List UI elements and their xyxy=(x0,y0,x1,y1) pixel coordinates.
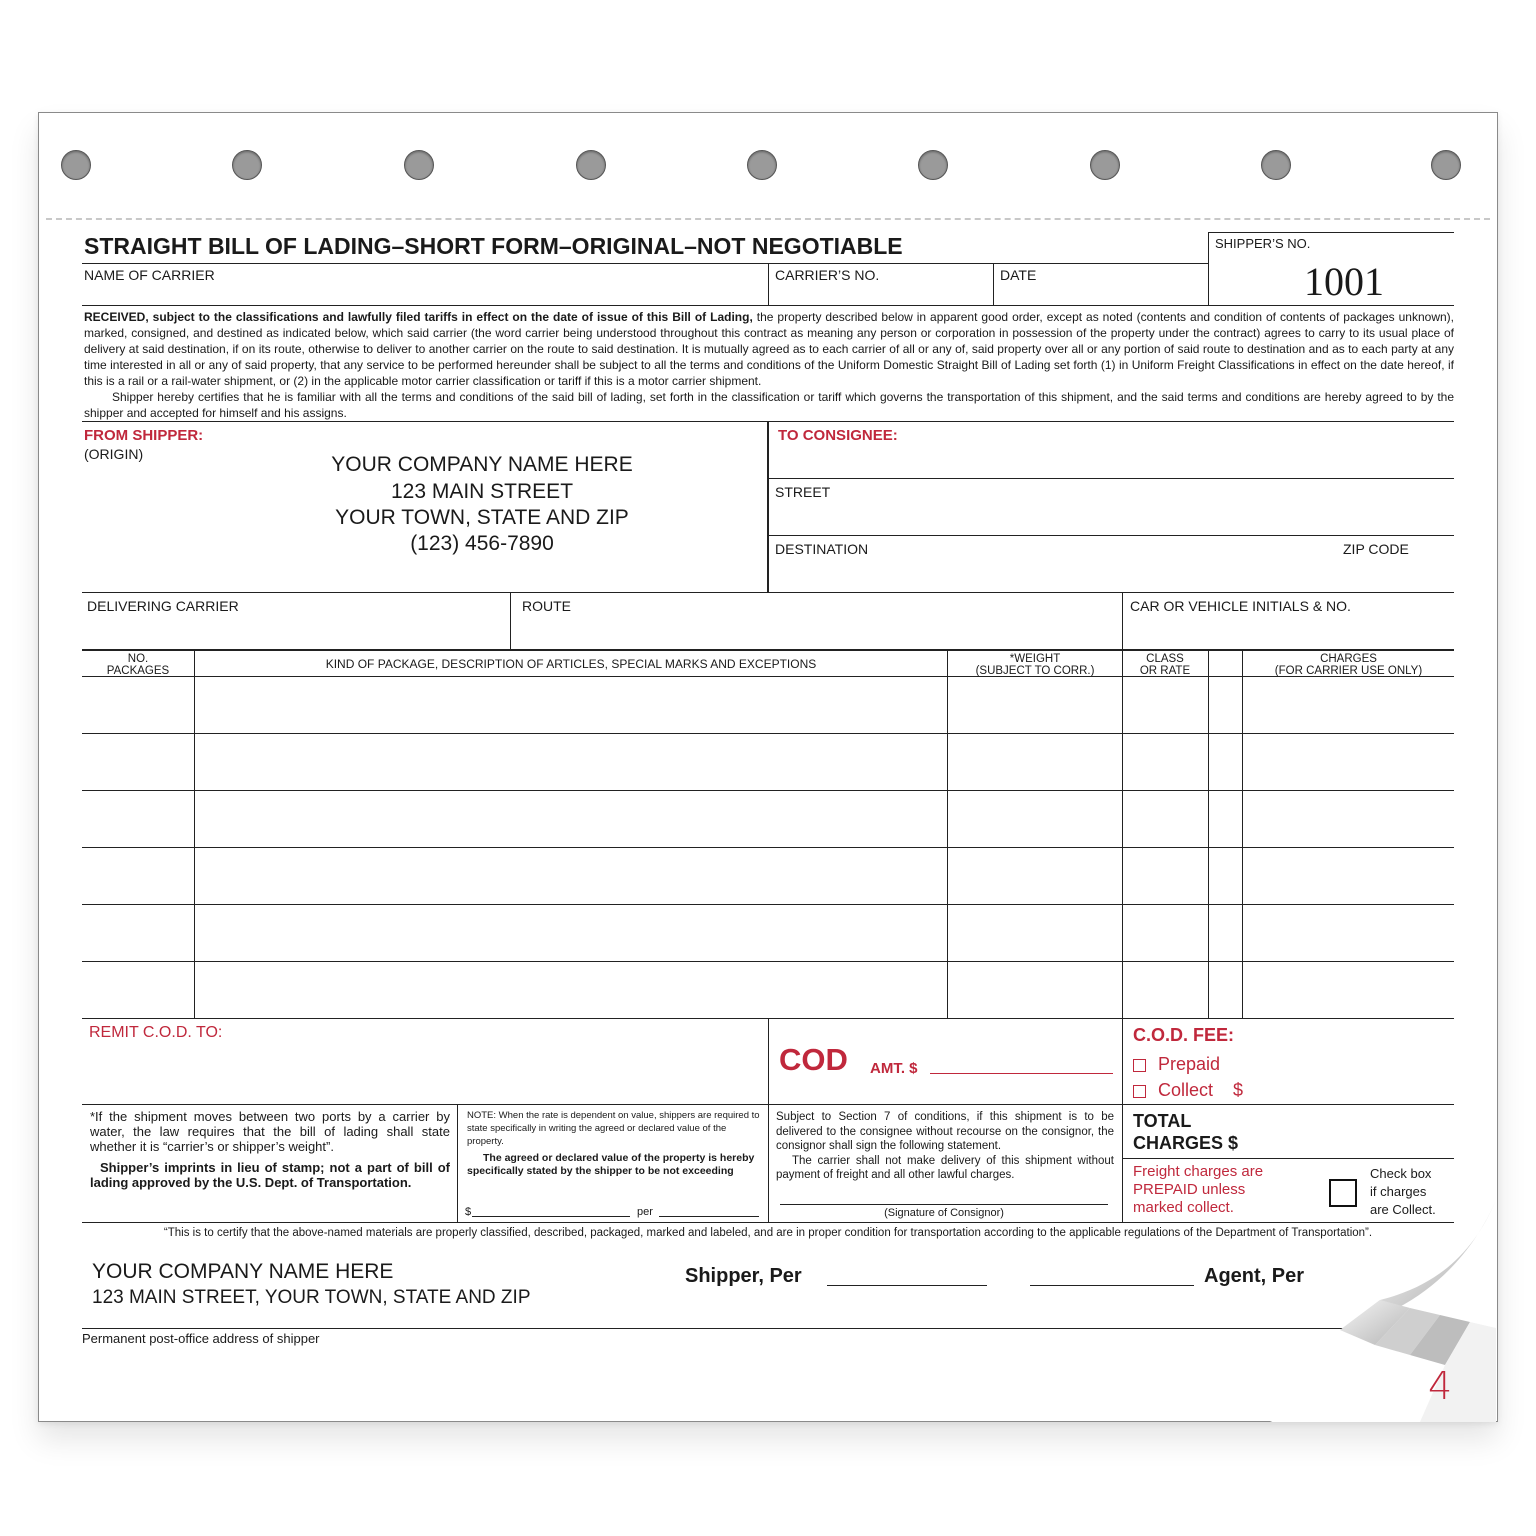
delivering-carrier-label[interactable]: DELIVERING CARRIER xyxy=(87,598,239,614)
origin-label: (ORIGIN) xyxy=(84,446,144,462)
total-charges-label-1: TOTAL xyxy=(1133,1111,1192,1131)
date-label: DATE xyxy=(1000,267,1037,283)
cod-fee-label: C.O.D. FEE: xyxy=(1133,1025,1235,1045)
total-charges-label-2: CHARGES $ xyxy=(1133,1133,1239,1153)
col-description-header: KIND OF PACKAGE, DESCRIPTION OF ARTICLES, SPECIAL MARKS AND EXCEPTIONS xyxy=(325,657,817,671)
from-shipper-label: FROM SHIPPER: xyxy=(84,427,204,444)
to-consignee-label[interactable]: TO CONSIGNEE: xyxy=(778,427,898,444)
terms-paragraph xyxy=(84,309,1454,421)
shippers-no-value[interactable]: 1001 xyxy=(1304,259,1384,304)
value-dollar-label: $ xyxy=(465,1206,472,1218)
cod-label: COD xyxy=(779,1042,848,1077)
table-row[interactable] xyxy=(82,961,1454,962)
shipper-street: 123 MAIN STREET xyxy=(390,480,574,503)
punch-hole xyxy=(404,150,434,180)
destination-label[interactable]: DESTINATION xyxy=(775,541,869,557)
imprint-note: Shipper’s imprints in lieu of stamp; not a part of bill of lading approved by the U.S. Dept. of Transportation. xyxy=(90,1160,450,1190)
freight-note: Freight charges are PREPAID unless marked collect. xyxy=(1133,1163,1264,1216)
shipper-company: YOUR COMPANY NAME HERE xyxy=(331,453,633,476)
received-text: the property described below in apparent good order, except as noted (contents and condition of contents of packages unknown), marked, consigned, and destined as indicated below, which said carrier (the word carrier being understood throughout this contract as meaning any person or corporation in possession of the property under the contract) agrees to carry to its usual place of delivery at said destination, if on its route, otherwise to deliver to another carrier on the route to said destination. It is mutually agreed as to each carrier of all or any of, said property over all or any portion of said route to destination and as to each party at any time interested in all or any of said property, that any service to be performed hereunder shall be subject to all the terms and conditions of the Uniform Domestic Straight Bill of Lading set forth (1) in Uniform Freight Classifications in effect on the date hereof, if this is a rail or a rail-water shipment, or (2) in the applicable motor carrier classification or tariff if this is a motor carrier shipment. xyxy=(84,310,1455,388)
form-title: STRAIGHT BILL OF LADING–SHORT FORM–ORIGINAL–NOT NEGOTIABLE xyxy=(84,233,903,259)
value-note: NOTE: When the rate is dependent on value, shippers are required to state specifically in writing the agreed or declared value of the property. The agreed or declared value of the property is hereby specifically stated by the shipper to be not exceeding xyxy=(467,1109,763,1178)
carrier-shall-note: The carrier shall not make delivery of this shipment without payment of freight and all other lawful charges. xyxy=(776,1154,1114,1181)
value-amount-line[interactable] xyxy=(472,1216,630,1217)
col-charges-header: CHARGES (FOR CARRIER USE ONLY) xyxy=(1274,653,1423,677)
value-per-line[interactable] xyxy=(659,1216,759,1217)
shipper-signature-line[interactable] xyxy=(827,1285,987,1286)
section7-note: Subject to Section 7 of conditions, if this shipment is to be delivered to the consignee without recourse on the consignor, the consignor shall sign the following statement. The carrier shall not make delivery of this shipment without payment of freight and all other lawful charges. xyxy=(776,1111,1114,1181)
collect-label: Collect xyxy=(1158,1080,1214,1100)
punch-hole xyxy=(918,150,948,180)
collect-dollar: $ xyxy=(1233,1080,1244,1100)
shipper-phone: (123) 456-7890 xyxy=(410,532,554,555)
collect-checkbox[interactable] xyxy=(1133,1085,1146,1098)
cod-amount-line[interactable] xyxy=(930,1073,1113,1074)
punch-hole xyxy=(61,150,91,180)
agent-per-label: Agent, Per xyxy=(1204,1265,1305,1287)
shippers-no-label: SHIPPER’S NO. xyxy=(1215,236,1311,251)
punch-hole xyxy=(747,150,777,180)
prepaid-label: Prepaid xyxy=(1158,1054,1221,1074)
table-row[interactable] xyxy=(82,847,1454,848)
dot-certification: “This is to certify that the above-named materials are properly classified, described, packaged, marked and labeled, and are in proper condition for transportation according to the applicable regulations of the Department of Transportation”. xyxy=(163,1227,1373,1239)
zip-code-label[interactable]: ZIP CODE xyxy=(1343,541,1409,557)
value-per-label: per xyxy=(637,1206,653,1218)
perforation-line xyxy=(46,218,1490,220)
street-label[interactable]: STREET xyxy=(775,484,831,500)
name-of-carrier-label: NAME OF CARRIER xyxy=(84,267,215,283)
route-label[interactable]: ROUTE xyxy=(522,598,571,614)
punch-hole xyxy=(1261,150,1291,180)
page-curl-icon xyxy=(1270,1190,1506,1430)
signature-label: (Signature of Consignor) xyxy=(884,1207,1004,1219)
shipper-per-label: Shipper, Per xyxy=(685,1265,802,1287)
punch-hole xyxy=(1431,150,1461,180)
table-row[interactable] xyxy=(82,733,1454,734)
vehicle-label[interactable]: CAR OR VEHICLE INITIALS & NO. xyxy=(1130,598,1351,614)
col-packages-header: NO. PACKAGES xyxy=(106,653,170,677)
certify-text: Shipper hereby certifies that he is familiar with all the terms and conditions of the said bill of lading, set forth in the classification or tariff which governs the transportation of this shipment, and the said terms and conditions are hereby agreed to by the shipper and accepted for himself and his assigns. xyxy=(84,390,1454,420)
table-row[interactable] xyxy=(82,790,1454,791)
permanent-address-label: Permanent post-office address of shipper xyxy=(82,1331,320,1346)
shipper-city: YOUR TOWN, STATE AND ZIP xyxy=(335,506,629,529)
part-number: 4 xyxy=(1428,1364,1453,1408)
punch-hole xyxy=(232,150,262,180)
remit-cod-label[interactable]: REMIT C.O.D. TO: xyxy=(89,1024,223,1041)
table-row[interactable] xyxy=(82,904,1454,905)
punch-hole xyxy=(576,150,606,180)
consignor-signature-line[interactable] xyxy=(780,1204,1108,1205)
prepaid-checkbox[interactable] xyxy=(1133,1059,1146,1072)
col-weight-header: *WEIGHT (SUBJECT TO CORR.) xyxy=(975,653,1095,677)
punch-hole xyxy=(1090,150,1120,180)
received-bold-text: RECEIVED, subject to the classifications and lawfully filed tariffs in effect on the date of issue of this Bill of Lading, xyxy=(84,310,753,324)
footer-company: YOUR COMPANY NAME HERE xyxy=(92,1260,394,1283)
footer-address: 123 MAIN STREET, YOUR TOWN, STATE AND ZIP xyxy=(92,1287,531,1308)
value-bold-note: The agreed or declared value of the property is hereby specifically stated by the shipper to be not exceeding xyxy=(467,1152,755,1177)
col-class-header: CLASS OR RATE xyxy=(1139,653,1191,677)
carriers-no-label: CARRIER’S NO. xyxy=(775,267,880,283)
check-box-note: Check box if charges are Collect. xyxy=(1370,1166,1436,1217)
cod-amt-label: AMT. $ xyxy=(870,1060,918,1077)
water-note: *If the shipment moves between two ports by a carrier by water, the law requires that the bill of lading shall state whether it is “carrier’s or shipper’s weight”. Shipper’s imprints in lieu of stamp; not a part of bill of lading approved by the U.S. Dept. of Transportation. xyxy=(90,1109,450,1190)
agent-signature-line[interactable] xyxy=(1030,1285,1194,1286)
